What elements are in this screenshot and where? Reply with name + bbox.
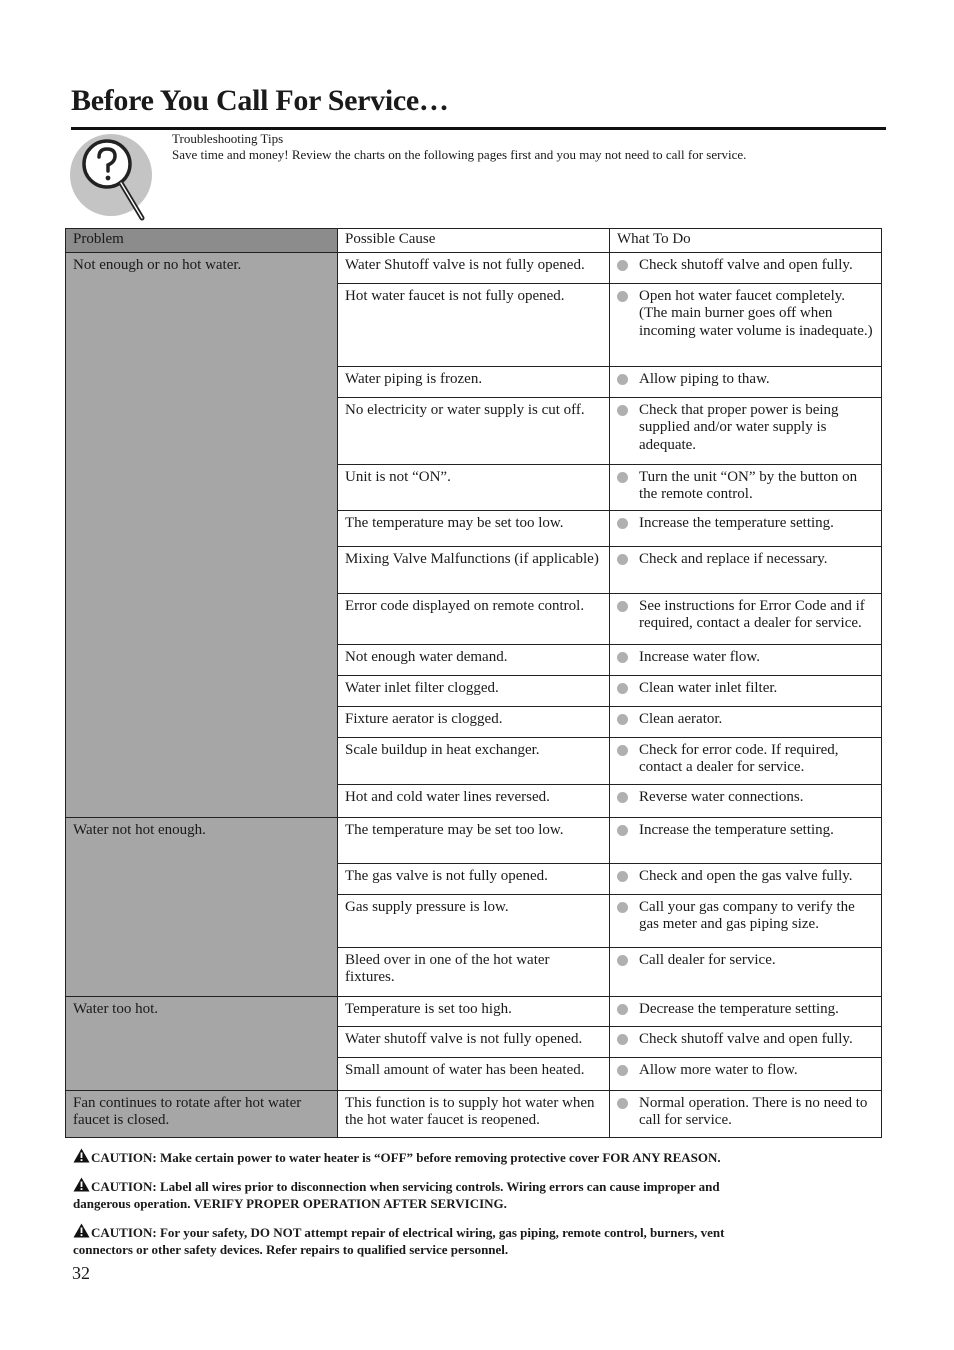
table-row: [66, 996, 882, 1026]
cause-cell: Mixing Valve Malfunctions (if applicable): [338, 546, 610, 593]
cause-cell: No electricity or water supply is cut off.: [338, 397, 610, 464]
action-text: Normal operation. There is no need to call for service.: [639, 1094, 868, 1128]
cause-cell: Fixture aerator is clogged.: [338, 706, 610, 737]
cause-cell: Bleed over in one of the hot water fixtures.: [338, 947, 610, 996]
bullet-icon: [617, 405, 628, 416]
tips-heading: Troubleshooting Tips: [172, 131, 284, 146]
cause-cell: Not enough water demand.: [338, 644, 610, 675]
action-text: Turn the unit “ON” by the button on the remote control.: [639, 468, 858, 502]
action-cell: [610, 546, 882, 593]
caution-text: CAUTION: Label all wires prior to disconnection when servicing controls. Wiring errors can cause improper and dangerous operation. VERIFY PROPER OPERATION AFTER SERVICING.: [73, 1179, 720, 1211]
caution-2: [73, 1177, 773, 1212]
bullet-icon: [617, 260, 628, 271]
title-rule: [71, 127, 886, 130]
bullet-icon: [617, 601, 628, 612]
action-text: Check and open the gas valve fully.: [639, 867, 853, 884]
action-text: Check for error code. If required, contact a dealer for service.: [639, 741, 839, 775]
tips-text: Save time and money! Review the charts on the following pages first and you may not need to call for service.: [172, 147, 747, 162]
cause-cell: Water inlet filter clogged.: [338, 675, 610, 706]
action-text: Allow piping to thaw.: [639, 370, 770, 387]
action-cell: [610, 644, 882, 675]
action-cell: [610, 1057, 882, 1090]
action-text: Increase the temperature setting.: [639, 821, 834, 838]
cause-cell: Gas supply pressure is low.: [338, 894, 610, 947]
table-row: [66, 1090, 882, 1137]
cause-cell: Error code displayed on remote control.: [338, 593, 610, 644]
bullet-icon: [617, 1065, 628, 1076]
bullet-icon: [617, 1034, 628, 1045]
bullet-icon: [617, 902, 628, 913]
action-cell: [610, 894, 882, 947]
cause-cell: Water piping is frozen.: [338, 366, 610, 397]
bullet-icon: [617, 554, 628, 565]
action-cell: [610, 397, 882, 464]
action-cell: [610, 706, 882, 737]
action-cell: [610, 947, 882, 996]
header-cause: Possible Cause: [338, 229, 610, 253]
action-cell: [610, 675, 882, 706]
action-text: Allow more water to flow.: [639, 1061, 798, 1078]
action-cell: [610, 784, 882, 817]
caution-text: CAUTION: For your safety, DO NOT attempt repair of electrical wiring, gas piping, remote control, burners, vent connectors or other safety devices. Refer repairs to qualified service personnel.: [73, 1225, 725, 1257]
action-text: Decrease the temperature setting.: [639, 1000, 839, 1017]
action-text: Check shutoff valve and open fully.: [639, 256, 853, 273]
action-cell: [610, 863, 882, 894]
bullet-icon: [617, 374, 628, 385]
action-text: Call dealer for service.: [639, 951, 776, 968]
bullet-icon: [617, 518, 628, 529]
action-text: Increase the temperature setting.: [639, 514, 834, 531]
action-text: Call your gas company to verify the gas meter and gas piping size.: [639, 898, 855, 932]
problem-cell: Water too hot.: [66, 996, 338, 1090]
action-text: Clean aerator.: [639, 710, 723, 727]
page-title: Before You Call For Service…: [71, 84, 449, 117]
bullet-icon: [617, 955, 628, 966]
caution-3: [73, 1223, 778, 1258]
bullet-icon: [617, 1004, 628, 1015]
action-text: Reverse water connections.: [639, 788, 804, 805]
header-action: What To Do: [610, 229, 882, 253]
cause-cell: Temperature is set too high.: [338, 996, 610, 1026]
magnifier-question-icon: [70, 134, 154, 224]
table-row: [66, 252, 882, 283]
bullet-icon: [617, 714, 628, 725]
action-cell: [610, 464, 882, 510]
caution-text: CAUTION: Make certain power to water heater is “OFF” before removing protective cover FOR ANY REASON.: [91, 1150, 721, 1165]
cause-cell: Water shutoff valve is not fully opened.: [338, 1026, 610, 1057]
bullet-icon: [617, 825, 628, 836]
action-text: Check and replace if necessary.: [639, 550, 828, 567]
action-cell: [610, 1090, 882, 1137]
action-text: See instructions for Error Code and if required, contact a dealer for service.: [639, 597, 865, 631]
caution-1: [73, 1148, 721, 1167]
action-text: Check shutoff valve and open fully.: [639, 1030, 853, 1047]
bullet-icon: [617, 745, 628, 756]
bullet-icon: [617, 472, 628, 483]
action-cell: [610, 1026, 882, 1057]
table-header-row: [66, 229, 882, 253]
cause-cell: Unit is not “ON”.: [338, 464, 610, 510]
action-cell: [610, 593, 882, 644]
cause-cell: The gas valve is not fully opened.: [338, 863, 610, 894]
cause-cell: This function is to supply hot water when the hot water faucet is reopened.: [338, 1090, 610, 1137]
action-cell: [610, 283, 882, 366]
action-text: Open hot water faucet completely. (The main burner goes off when incoming water volume is inadequate.): [639, 287, 873, 339]
action-cell: [610, 366, 882, 397]
page-number: 32: [72, 1263, 90, 1283]
action-cell: [610, 817, 882, 863]
action-cell: [610, 510, 882, 546]
cause-cell: The temperature may be set too low.: [338, 817, 610, 863]
bullet-icon: [617, 652, 628, 663]
bullet-icon: [617, 871, 628, 882]
action-text: Clean water inlet filter.: [639, 679, 778, 696]
bullet-icon: [617, 792, 628, 803]
table-row: [66, 817, 882, 863]
cause-cell: Hot water faucet is not fully opened.: [338, 283, 610, 366]
bullet-icon: [617, 683, 628, 694]
troubleshooting-table: [65, 228, 882, 1138]
problem-cell: Fan continues to rotate after hot water faucet is closed.: [66, 1090, 338, 1137]
problem-cell: Water not hot enough.: [66, 817, 338, 996]
action-text: Increase water flow.: [639, 648, 761, 665]
cause-cell: Water Shutoff valve is not fully opened.: [338, 252, 610, 283]
warning-icon: [73, 1223, 90, 1238]
action-cell: [610, 252, 882, 283]
cause-cell: Scale buildup in heat exchanger.: [338, 737, 610, 784]
action-cell: [610, 737, 882, 784]
cause-cell: Small amount of water has been heated.: [338, 1057, 610, 1090]
header-problem: Problem: [66, 229, 338, 253]
cause-cell: Hot and cold water lines reversed.: [338, 784, 610, 817]
warning-icon: [73, 1177, 90, 1192]
bullet-icon: [617, 1098, 628, 1109]
warning-icon: [73, 1148, 90, 1163]
action-cell: [610, 996, 882, 1026]
cause-cell: The temperature may be set too low.: [338, 510, 610, 546]
bullet-icon: [617, 291, 628, 302]
problem-cell: Not enough or no hot water.: [66, 252, 338, 817]
action-text: Check that proper power is being supplied and/or water supply is adequate.: [639, 401, 839, 453]
